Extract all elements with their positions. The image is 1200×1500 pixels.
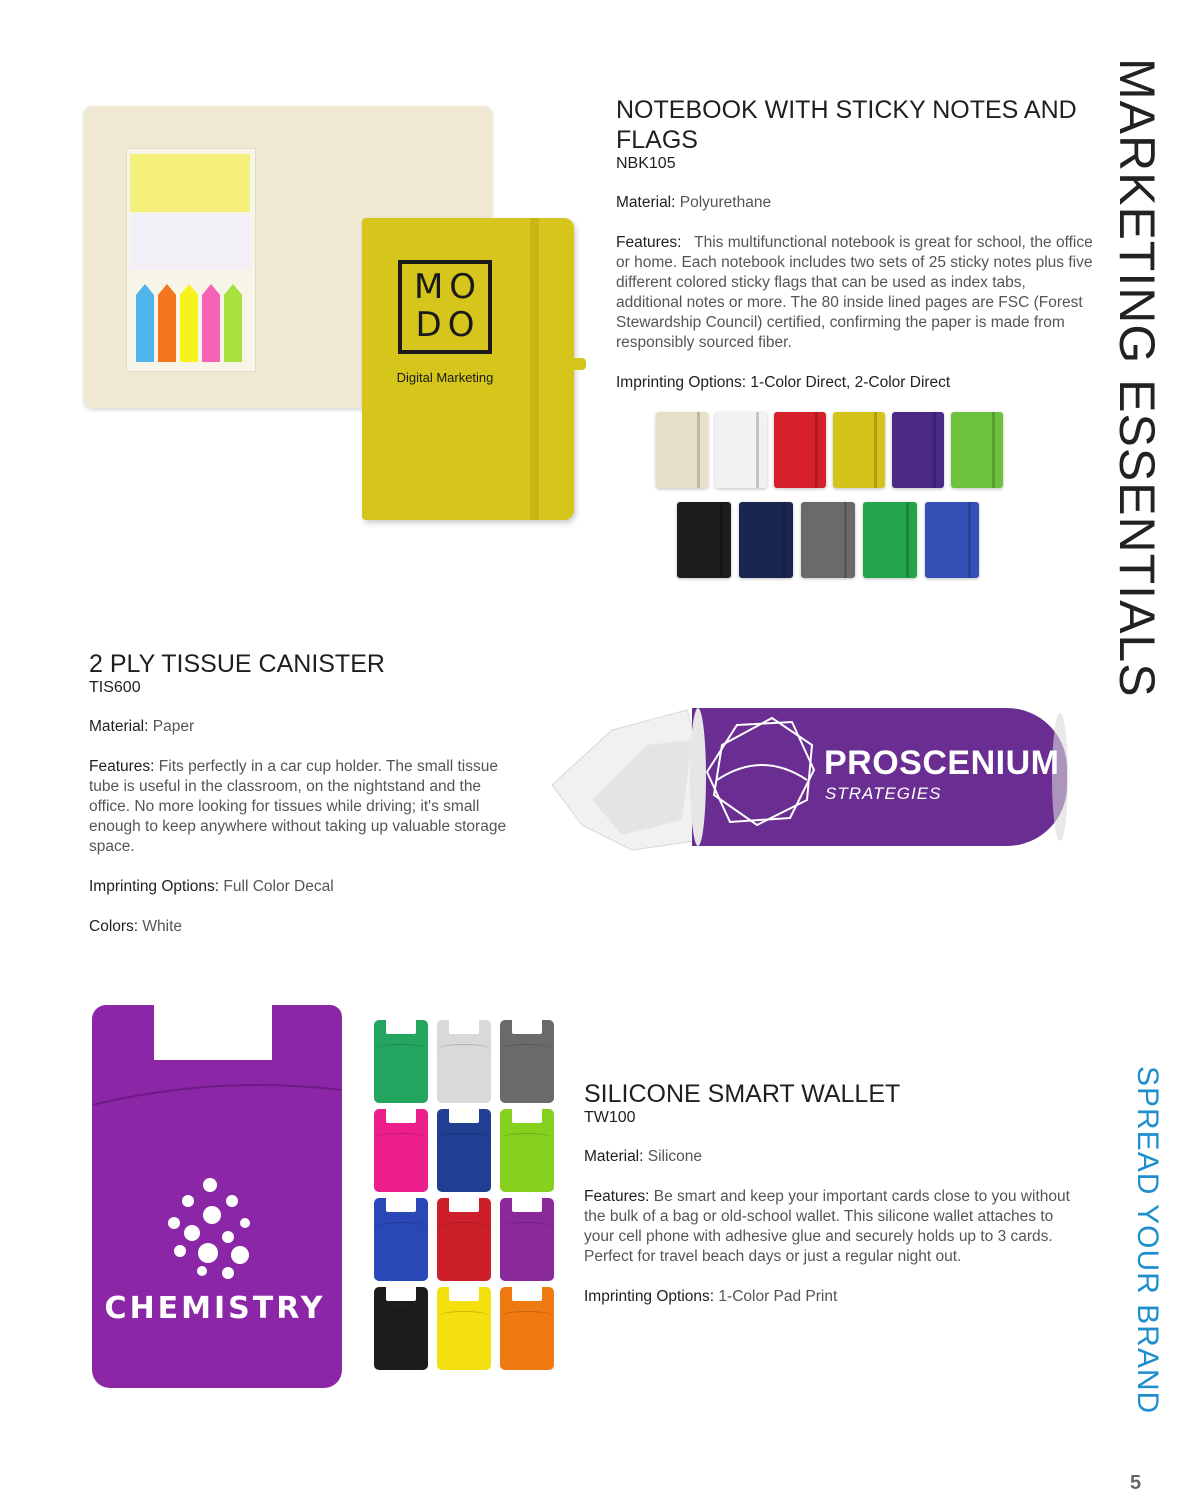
modo-logo-line2: DO [415,305,481,345]
sticky-flag-blue [136,284,154,362]
notebook-swatch [951,412,1003,488]
wallet-notch [512,1287,542,1301]
notebook-sku: NBK105 [616,155,676,172]
imprint-label: Imprinting Options: [584,1288,715,1305]
notebook-swatch [677,502,731,578]
tissue-canister-image [552,700,1072,860]
notebook-swatch [715,412,767,488]
wallet-color-swatch [374,1020,428,1103]
wallet-product-info [584,1079,1074,1307]
wallet-features [584,1187,1074,1267]
wallet-color-swatch [374,1109,428,1192]
wallet-pocket-line [500,1133,554,1144]
wallet-notch [449,1287,479,1301]
proscenium-logo-main: PROSCENIUM [824,744,1060,782]
material-value: Silicone [647,1148,703,1165]
notebook-swatch [774,412,826,488]
sticky-note-white [130,214,250,270]
wallet-pocket-line [374,1044,428,1055]
wallet-color-swatch [437,1020,491,1103]
tissue-features [89,757,509,857]
tissue-product-info [89,649,509,937]
wallet-imprint [584,1287,1074,1307]
notebook-swatch [892,412,944,488]
notebook-swatch [801,502,855,578]
notebook-swatch [833,412,885,488]
sticky-flag-orange [158,284,176,362]
wallet-notch [386,1109,416,1123]
tissue-imprint [89,877,509,897]
notebook-material [616,193,1096,213]
chemistry-logo-text: CHEMISTRY [104,1291,326,1326]
features-label: Features: [89,758,155,775]
wallet-color-swatch [500,1198,554,1281]
notebook-product-info [616,95,1096,393]
wallet-notch [512,1109,542,1123]
notebook-swatch [656,412,708,488]
notebook-imprint [616,373,1096,393]
wallet-pocket-line [437,1133,491,1144]
notebook-elastic-band [530,218,539,520]
wallet-notch [512,1020,542,1034]
wallet-color-swatch [374,1198,428,1281]
features-value: This multifunctional notebook is great for school, the office or home. Each notebook includes two sets of 25 sticky notes plus five different colored sticky flags that can be used as index tabs, additional notes or more. The 80 inside lined pages are FSC (Forest Stewardship Council) certified, confirming the paper is made from responsibly sourced fiber. [616,234,1093,351]
wallet-notch [449,1109,479,1123]
wallet-color-swatch [437,1287,491,1370]
wallet-color-swatch [500,1109,554,1192]
wallet-color-grid [374,1020,558,1372]
material-label: Material: [616,194,676,211]
imprint-value: Full Color Decal [223,878,334,895]
tissue-title: 2 PLY TISSUE CANISTER [89,650,385,678]
wallet-notch [449,1198,479,1212]
wallet-pocket-line [500,1311,554,1322]
wallet-pocket-line [437,1311,491,1322]
wallet-pocket-line [437,1222,491,1233]
wallet-color-swatch [437,1198,491,1281]
notebook-swatch [925,502,979,578]
material-label: Material: [584,1148,644,1165]
modo-logo-box [398,260,492,354]
wallet-notch [386,1198,416,1212]
wallet-pocket-line [500,1044,554,1055]
wallet-color-swatch [500,1020,554,1103]
modo-logo-subtitle: Digital Marketing [396,370,494,385]
imprint-value: 1-Color Pad Print [718,1288,838,1305]
wallet-color-swatch [374,1287,428,1370]
features-label: Features: [616,234,682,251]
material-value: Polyurethane [679,194,772,211]
wallet-pocket-line [500,1222,554,1233]
wallet-notch [512,1198,542,1212]
colors-label: Colors: [89,918,139,935]
wallet-material [584,1147,1074,1167]
wallet-product-image [92,1005,344,1390]
notebook-product-image [84,100,594,522]
imprint-label: Imprinting Options: [89,878,220,895]
notebook-title: NOTEBOOK WITH STICKY NOTES AND FLAGS [616,96,1077,154]
colors-value: White [142,918,183,935]
notebook-pen-loop [572,358,586,370]
tissue-colors [89,917,509,937]
side-title-spread-your-brand: SPREAD YOUR BRAND [1131,1066,1164,1415]
wallet-pocket-line [374,1311,428,1322]
tissue-material [89,717,509,737]
imprint-label: Imprinting Options: [616,374,747,391]
wallet-sku: TW100 [584,1109,636,1126]
wallet-notch [449,1020,479,1034]
modo-logo-line1: MO [413,267,483,307]
sticky-flag-yellow [180,284,198,362]
features-value: Be smart and keep your important cards close to you without the bulk of a bag or old-school wallet. This silicone wallet attaches to your cell phone with adhesive glue and securely holds up to 3 cards. Perfect for travel beach days or just a regular night out. [584,1188,1070,1265]
notebook-swatch [739,502,793,578]
imprint-value: 1-Color Direct, 2-Color Direct [750,374,951,391]
tissue-sku: TIS600 [89,679,141,696]
wallet-pocket-line [437,1044,491,1055]
page-number: 5 [1130,1472,1142,1494]
wallet-color-swatch [437,1109,491,1192]
wallet-notch [386,1020,416,1034]
wallet-color-swatch [500,1287,554,1370]
material-label: Material: [89,718,149,735]
proscenium-logo-sub: STRATEGIES [825,784,942,803]
features-label: Features: [584,1188,650,1205]
features-value: Fits perfectly in a car cup holder. The small tissue tube is useful in the classroom, on the nightstand and the office. No more looking for tissues while driving; it's small enough to keep anywhere without taking up valuable storage space. [89,758,507,855]
sticky-flag-pink [202,284,220,362]
material-value: Paper [152,718,195,735]
wallet-purple-drawing [92,1005,344,1390]
wallet-pocket-line [374,1133,428,1144]
notebook-features [616,233,1096,353]
sticky-flag-green [224,284,242,362]
side-title-marketing-essentials: MARKETING ESSENTIALS [1109,58,1165,698]
wallet-title: SILICONE SMART WALLET [584,1080,901,1108]
wallet-pocket-line [374,1222,428,1233]
sticky-note-yellow [130,154,250,212]
notebook-swatch [863,502,917,578]
wallet-notch [386,1287,416,1301]
